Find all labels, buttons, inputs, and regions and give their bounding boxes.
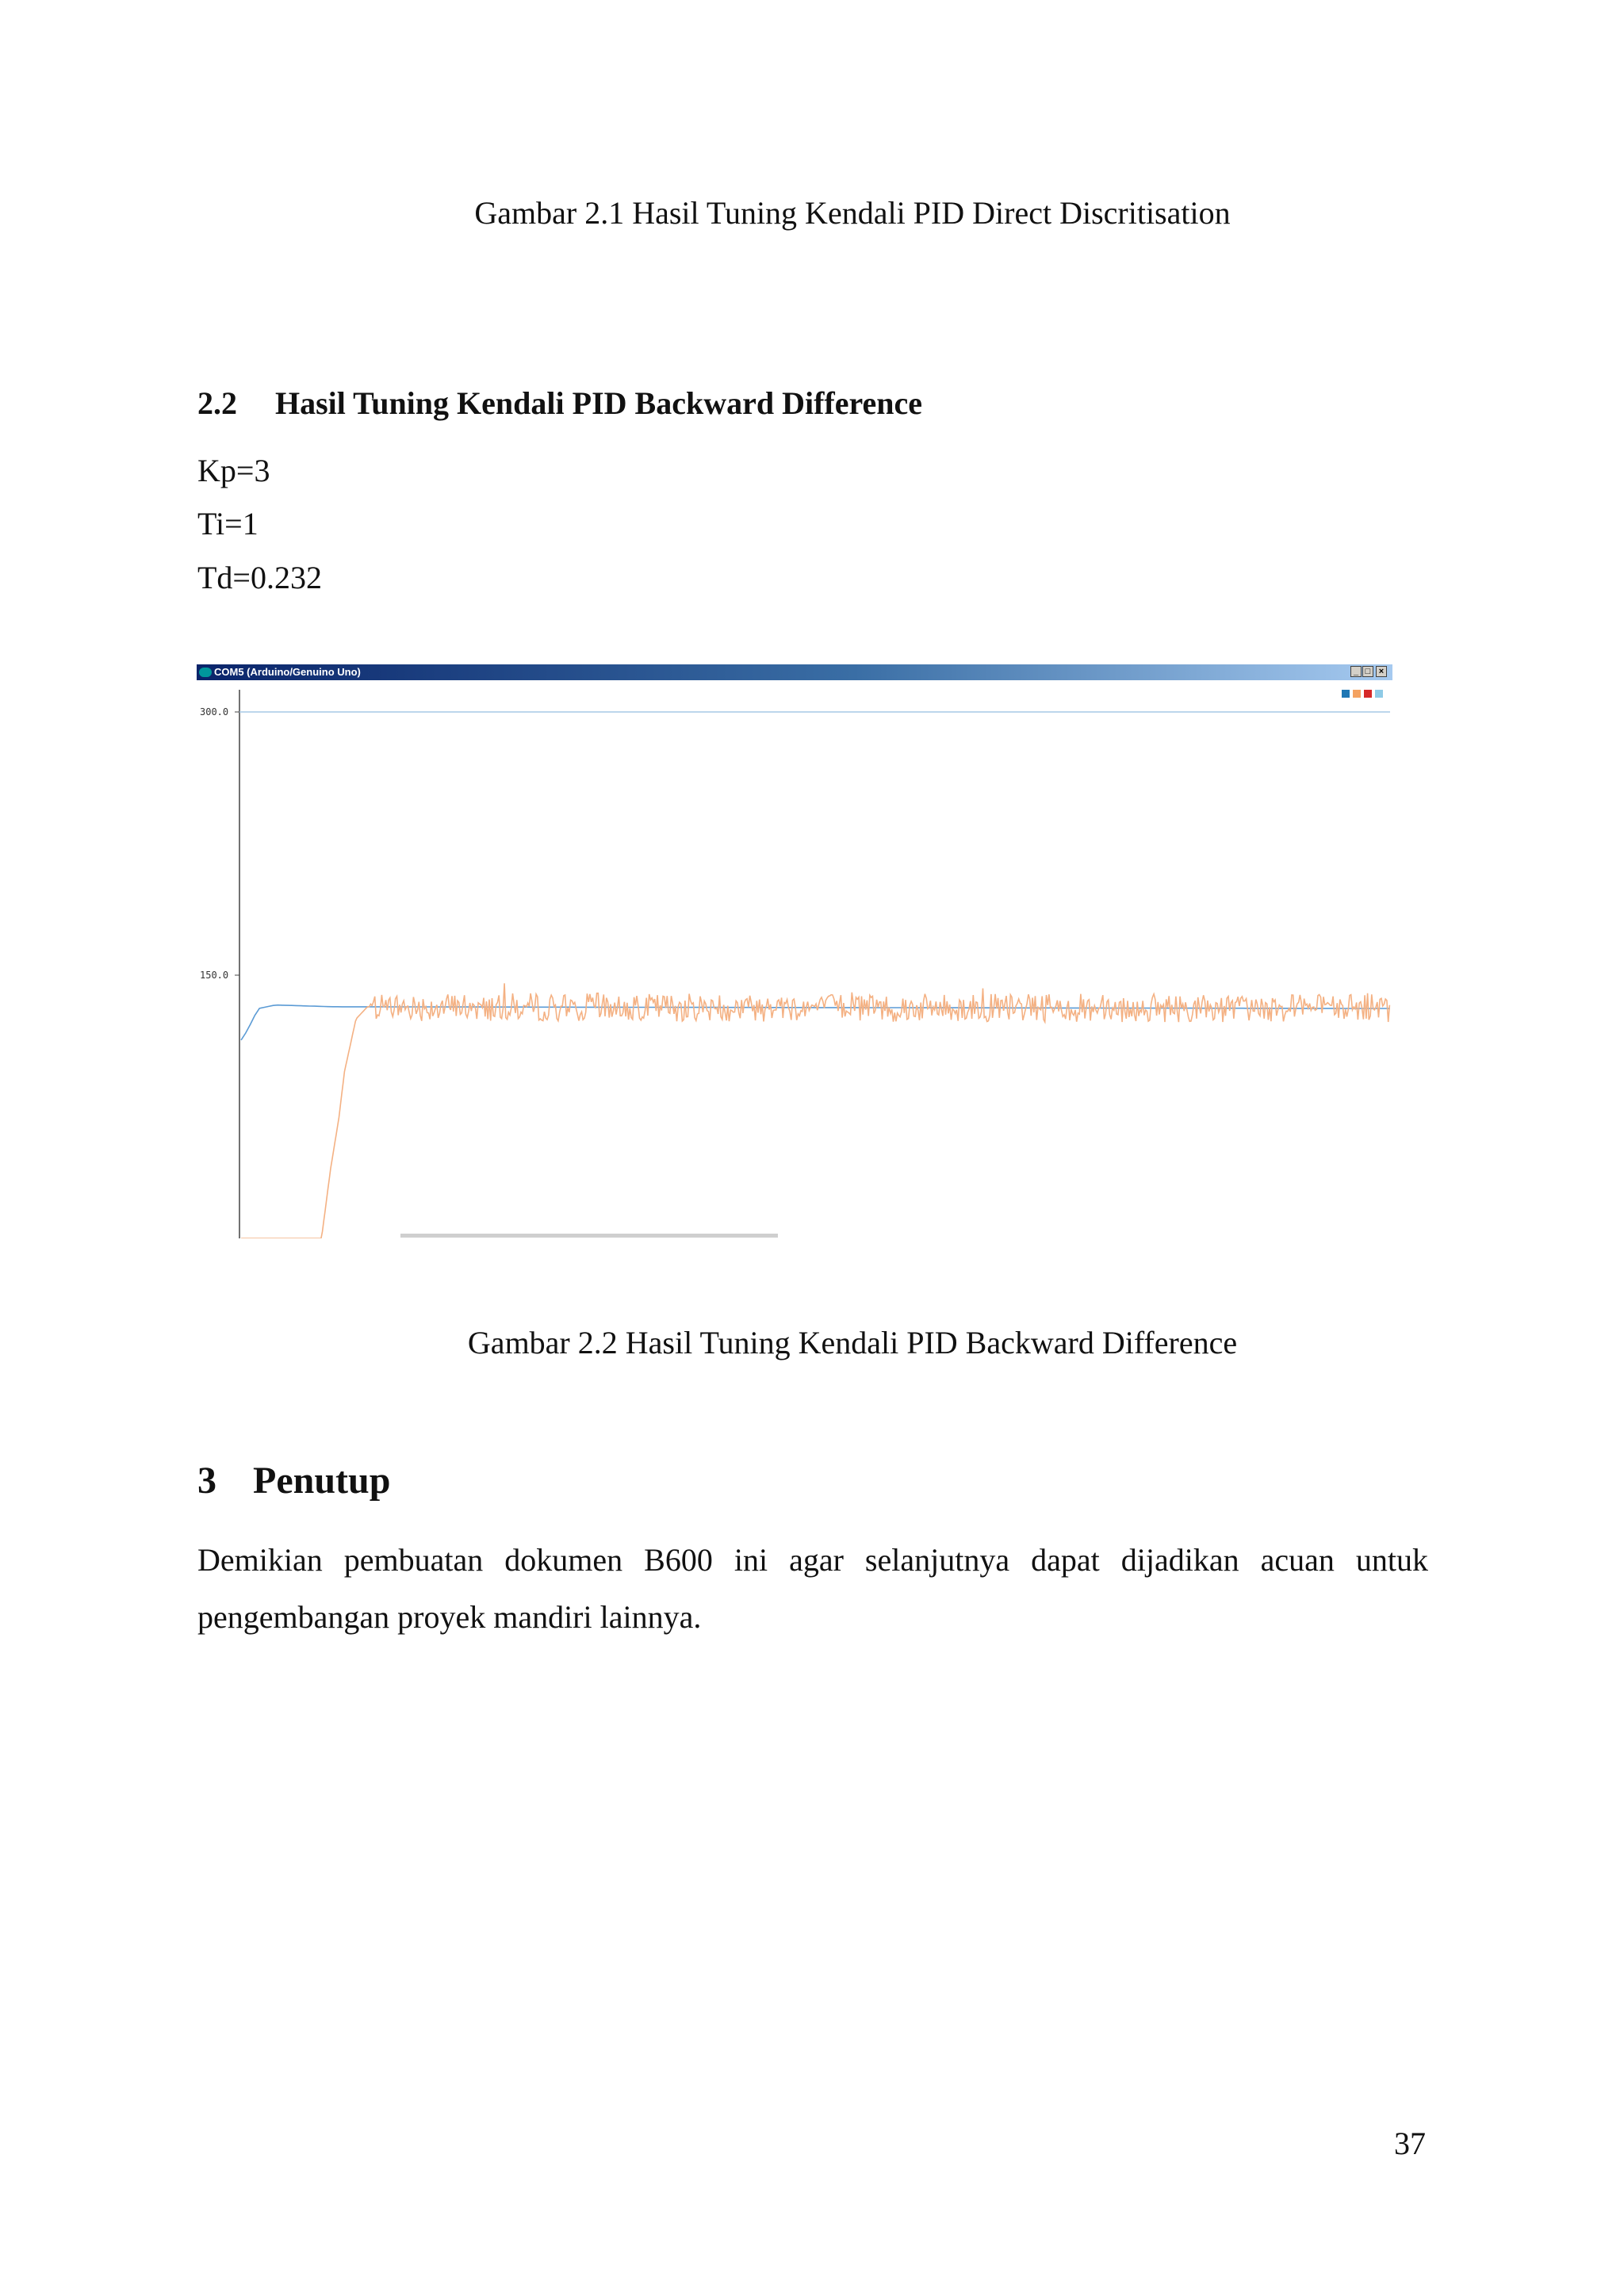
figure-caption-2-2: Gambar 2.2 Hasil Tuning Kendali PID Backward Difference <box>467 1325 1238 1360</box>
series-group <box>241 983 1390 1238</box>
figure-caption-2-1: Gambar 2.1 Hasil Tuning Kendali PID Direct Discritisation <box>474 195 1231 231</box>
serial-plotter-screenshot <box>197 664 1392 1238</box>
series-line-2 <box>241 983 1389 1238</box>
page-number: 37 <box>1394 2126 1426 2161</box>
y-tick-label-150: 150.0 <box>200 970 229 981</box>
closing-paragraph: Demikian pembuatan dokumen B600 ini agar selanjutnya dapat dijadikan acuan untuk pengembangan proyek mandiri lainnya. <box>197 1542 1428 1635</box>
plot-area <box>197 680 1392 1238</box>
y-tick-label-300: 300.0 <box>200 706 229 718</box>
legend <box>1342 690 1383 698</box>
legend-swatch-3[interactable] <box>1364 690 1372 698</box>
section-number: 2.2 <box>197 385 237 421</box>
section-heading-3 <box>197 1459 390 1502</box>
window-titlebar[interactable] <box>197 664 1392 680</box>
section-heading-2-2 <box>197 385 922 422</box>
legend-swatch-4[interactable] <box>1375 690 1383 698</box>
arduino-icon <box>199 668 212 677</box>
horizontal-scrollbar[interactable] <box>400 1234 778 1238</box>
section-title: Hasil Tuning Kendali PID Backward Difference <box>275 385 923 421</box>
section-title: Penutup <box>253 1460 391 1502</box>
minimize-button[interactable]: _ <box>1350 666 1362 677</box>
window-title: COM5 (Arduino/Genuino Uno) <box>214 666 361 678</box>
section-number: 3 <box>197 1460 216 1502</box>
param-kp: Kp=3 <box>197 453 270 488</box>
legend-swatch-2[interactable] <box>1353 690 1361 698</box>
close-button[interactable]: × <box>1376 666 1387 677</box>
maximize-button[interactable]: □ <box>1362 666 1373 677</box>
legend-swatch-1[interactable] <box>1342 690 1350 698</box>
param-ti: Ti=1 <box>197 506 259 541</box>
param-td: Td=0.232 <box>197 560 322 595</box>
